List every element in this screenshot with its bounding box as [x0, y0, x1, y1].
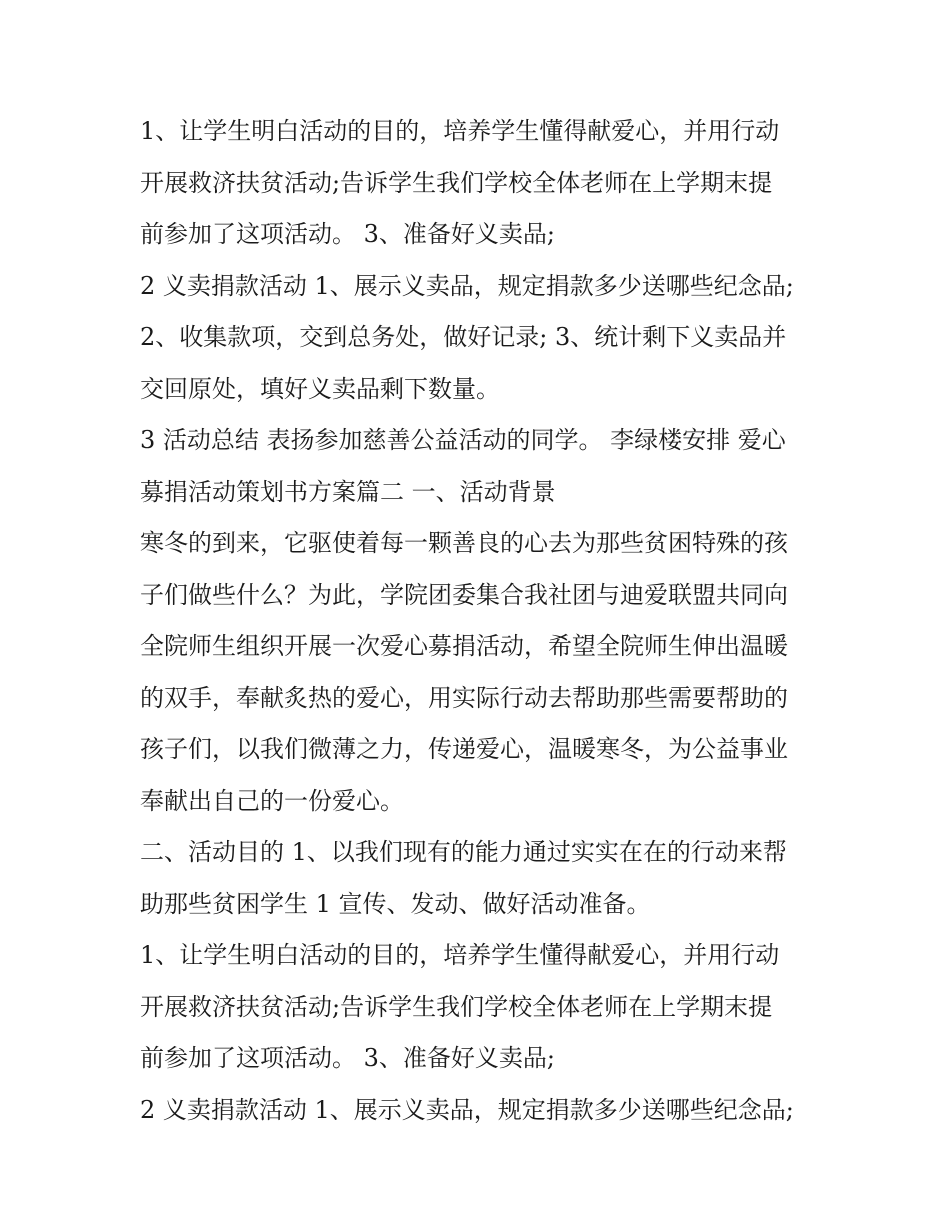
paragraph-2: 2 义卖捐款活动 1、展示义卖品，规定捐款多少送哪些纪念品; [140, 271, 794, 300]
paragraph-6: 二、活动目的 1、以我们现有的能力通过实实在在的行动来帮 助那些贫困学生 1 宣传、发动、做好活动准备。 [140, 838, 787, 918]
paragraph-3: 2、收集款项，交到总务处，做好记录; 3、统计剩下义卖品并 交回原处，填好义卖品剩下数量。 [140, 323, 787, 403]
document-body [140, 106, 810, 1136]
paragraph-7: 1、让学生明白活动的目的，培养学生懂得献爱心，并用行动 开展救济扶贫活动;告诉学生我们学校全体老师在上学期末提 前参加了这项活动。 3、准备好义卖品; [140, 941, 780, 1072]
paragraph-1: 1、让学生明白活动的目的，培养学生懂得献爱心，并用行动 开展救济扶贫活动;告诉学生我们学校全体老师在上学期末提 前参加了这项活动。 3、准备好义卖品; [140, 117, 780, 248]
paragraph-4: 3 活动总结 表扬参加慈善公益活动的同学。 李绿楼安排 爱心 募捐活动策划书方案篇二 一、活动背景 [140, 426, 786, 506]
paragraph-5: 寒冬的到来，它驱使着每一颗善良的心去为那些贫困特殊的孩 子们做些什么？为此，学院团委集合我社团与迪爱联盟共同向 全院师生组织开展一次爱心募捐活动，希望全院师生伸出温暖 的双手，奉献炙热的爱心，用实际行动去帮助那些需要帮助的 孩子们，以我们微薄之力，传递爱心，温暖寒冬，为公益事业 奉献出自己的一份爱心。 [140, 529, 788, 815]
paragraph-8: 2 义卖捐款活动 1、展示义卖品，规定捐款多少送哪些纪念品; [140, 1095, 794, 1124]
